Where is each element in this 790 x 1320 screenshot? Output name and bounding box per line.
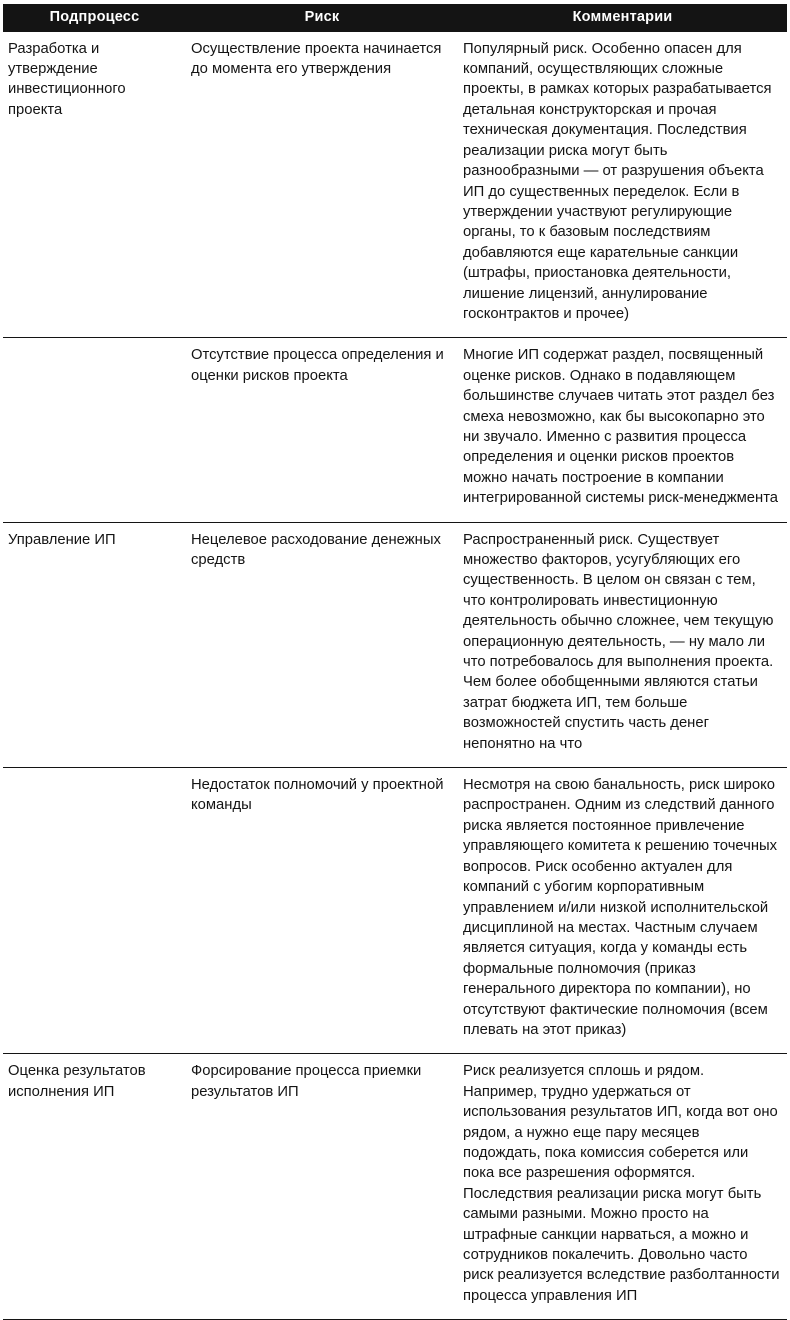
cell-risk: Отсутствие процесса определения и оценки рисков проекта: [186, 338, 458, 522]
cell-risk: Осуществление проекта начинается до момента его утверждения: [186, 32, 458, 338]
table-row: [3, 1054, 787, 1320]
column-header-comments: Комментарии: [458, 4, 787, 32]
column-header-risk: Риск: [186, 4, 458, 32]
cell-risk: Форсирование процесса приемки результатов ИП: [186, 1054, 458, 1320]
cell-risk: Нецелевое расходование денежных средств: [186, 522, 458, 767]
column-header-subprocess: Подпроцесс: [3, 4, 186, 32]
cell-comment: Многие ИП содержат раздел, посвященный оценке рисков. Однако в подавляющем большинстве случаев читать этот раздел без смеха невозможно, как бы высокопарно это ни звучало. Именно с развития процесса определения и оценки рисков проектов можно начать построение в компании интегрированной системы риск-менеджмента: [458, 338, 787, 522]
table-row: [3, 768, 787, 1054]
cell-subprocess: [3, 338, 186, 522]
table-row: [3, 32, 787, 338]
table-row: [3, 338, 787, 522]
cell-subprocess: Оценка результатов исполнения ИП: [3, 1054, 186, 1320]
cell-risk: Недостаток полномочий у проектной команды: [186, 768, 458, 1054]
table-row: [3, 522, 787, 767]
cell-comment: Распространенный риск. Существует множество факторов, усугубляющих его существенность. В целом он связан с тем, что контролировать инвестиционную деятельность обычно сложнее, чем текущую операционную деятельность, — ну мало ли что потребовалось для выполнения проекта. Чем более обобщенными являются статьи затрат бюджета ИП, тем больше возможностей спустить часть денег непонятно на что: [458, 522, 787, 767]
risk-table: [3, 4, 787, 1320]
cell-comment: Популярный риск. Особенно опасен для компаний, осуществляющих сложные проекты, в рамках которых разрабатывается детальная конструкторская и прочая техническая документация. Последствия реализации риска могут быть разнообразными — от разрушения объекта ИП до существенных переделок. Если в утверждении участвуют регулирующие органы, то к базовым последствиям добавляются еще карательные санкции (штрафы, приостановка деятельности, лишение лицензий, аннулирование госконтрактов и прочее): [458, 32, 787, 338]
cell-comment: Несмотря на свою банальность, риск широко распространен. Одним из следствий данного риска является постоянное привлечение управляющего комитета к решению точечных вопросов. Риск особенно актуален для компаний с убогим корпоративным управлением и/или низкой исполнительской дисциплиной на местах. Частным случаем является ситуация, когда у команды есть формальные полномочия (приказ генерального директора по компании), но отсутствуют фактические полномочия (всем плевать на этот приказ): [458, 768, 787, 1054]
cell-subprocess: [3, 768, 186, 1054]
cell-subprocess: Управление ИП: [3, 522, 186, 767]
cell-subprocess: Разработка и утверждение инвестиционного проекта: [3, 32, 186, 338]
cell-comment: Риск реализуется сплошь и рядом. Например, трудно удержаться от использования результатов ИП, когда вот оно рядом, а нужно еще пару месяцев подождать, пока комиссия соберется или пока все разрешения оформятся. Последствия реализации риска могут быть самыми разными. Можно просто на штрафные санкции нарваться, а можно и сотрудников покалечить. Довольно часто риск реализуется вследствие разболтанности процесса управления ИП: [458, 1054, 787, 1320]
table-header-row: [3, 4, 787, 32]
